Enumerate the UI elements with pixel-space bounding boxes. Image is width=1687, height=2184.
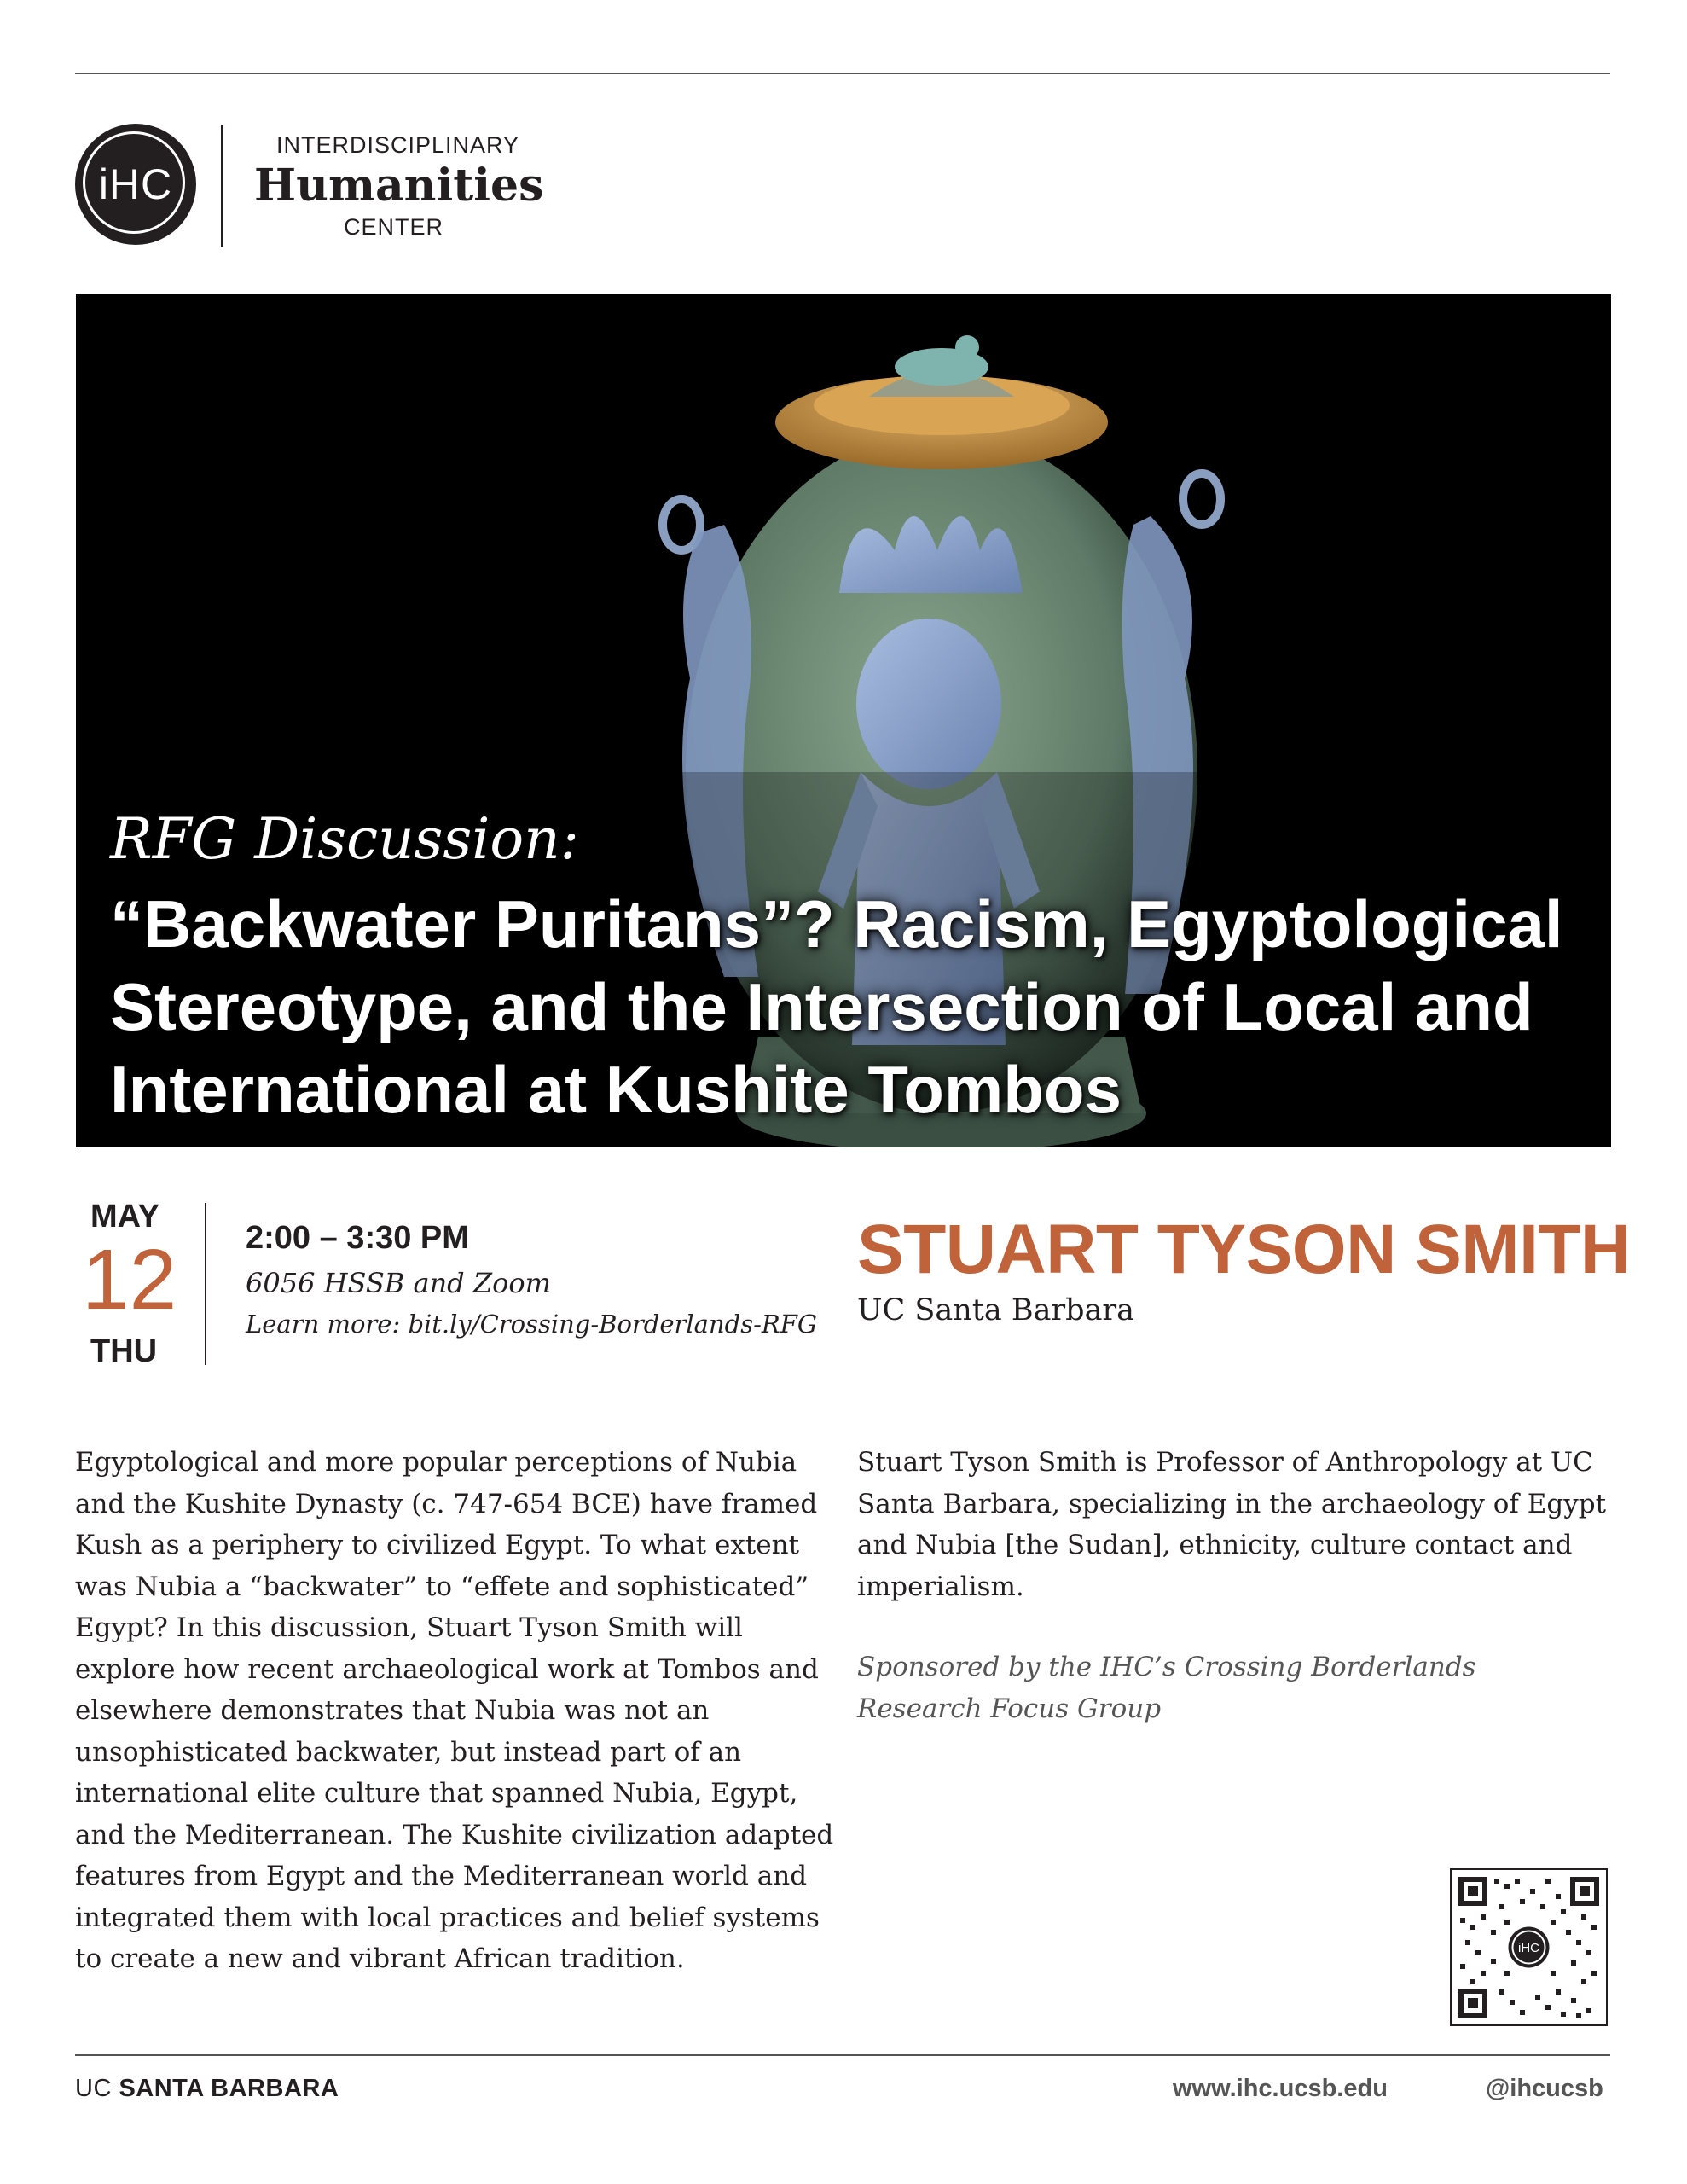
logo-line-center: CENTER xyxy=(344,214,444,240)
hero-banner xyxy=(76,294,1611,1147)
footer-campus: SANTA BARBARA xyxy=(119,2075,339,2102)
date-month: MAY xyxy=(90,1199,159,1234)
hero-title: “Backwater Puritans”? Racism, Egyptological Stereotype, and the Intersection of Local and International at Kushite Tombos xyxy=(110,886,1563,1127)
date-day: 12 xyxy=(82,1232,177,1327)
logo-line-humanities: Humanities xyxy=(254,160,544,212)
qr-center-mark: iHC xyxy=(1518,1941,1539,1955)
footer-uc: UC xyxy=(75,2075,112,2102)
top-rule xyxy=(75,73,1610,74)
qr-code[interactable] xyxy=(1450,1868,1608,2026)
footer-website-link[interactable]: www.ihc.ucsb.edu xyxy=(1173,2075,1388,2102)
hero-subtitle: RFG Discussion: xyxy=(110,806,579,872)
footer-ucsb xyxy=(75,2075,339,2103)
qr-code-pattern xyxy=(1452,1870,1606,2024)
speaker-name: STUART TYSON SMITH xyxy=(857,1211,1631,1288)
event-link[interactable]: Learn more: bit.ly/Crossing-Borderlands-RFG xyxy=(246,1310,818,1339)
date-block xyxy=(75,1199,212,1369)
date-divider xyxy=(205,1203,206,1365)
event-location: 6056 HSSB and Zoom xyxy=(246,1267,551,1299)
logo-line-interdisciplinary: INTERDISCIPLINARY xyxy=(276,132,520,158)
bottom-rule xyxy=(75,2054,1610,2056)
ihc-logo xyxy=(75,124,544,252)
event-abstract: Egyptological and more popular perceptions of Nubia and the Kushite Dynasty (c. 747-654 BCE) have framed Kush as a periphery to civilized Egypt. To what extent was Nubia a “backwater” to “effete and sophisticated” Egypt? In this discussion, Stuart Tyson Smith will explore how recent archaeological work at Tombos and elsewhere demonstrates that Nubia was not an unsophisticated backwater, but instead part of an international elite culture that spanned Nubia, Egypt, and the Mediterranean. The Kushite civilization adapted features from Egypt and the Mediterranean world and integrated them with local practices and belief systems to create a new and vibrant African tradition. xyxy=(75,1447,834,1974)
speaker-bio: Stuart Tyson Smith is Professor of Anthropology at UC Santa Barbara, specializing in the archaeology of Egypt and Nubia [the Sudan], ethnicity, culture contact and imperialism. xyxy=(857,1447,1607,1602)
logo-mark-text: iHC xyxy=(98,160,173,208)
ihc-logo-mark xyxy=(75,124,196,245)
logo-divider xyxy=(221,125,223,247)
event-time: 2:00 – 3:30 PM xyxy=(246,1220,469,1256)
sponsor-note: Sponsored by the IHC’s Crossing Borderlands Research Focus Group xyxy=(857,1652,1476,1724)
footer-social-handle[interactable]: @ihcucsb xyxy=(1486,2075,1603,2102)
speaker-affiliation: UC Santa Barbara xyxy=(857,1293,1135,1327)
date-weekday: THU xyxy=(90,1333,158,1369)
